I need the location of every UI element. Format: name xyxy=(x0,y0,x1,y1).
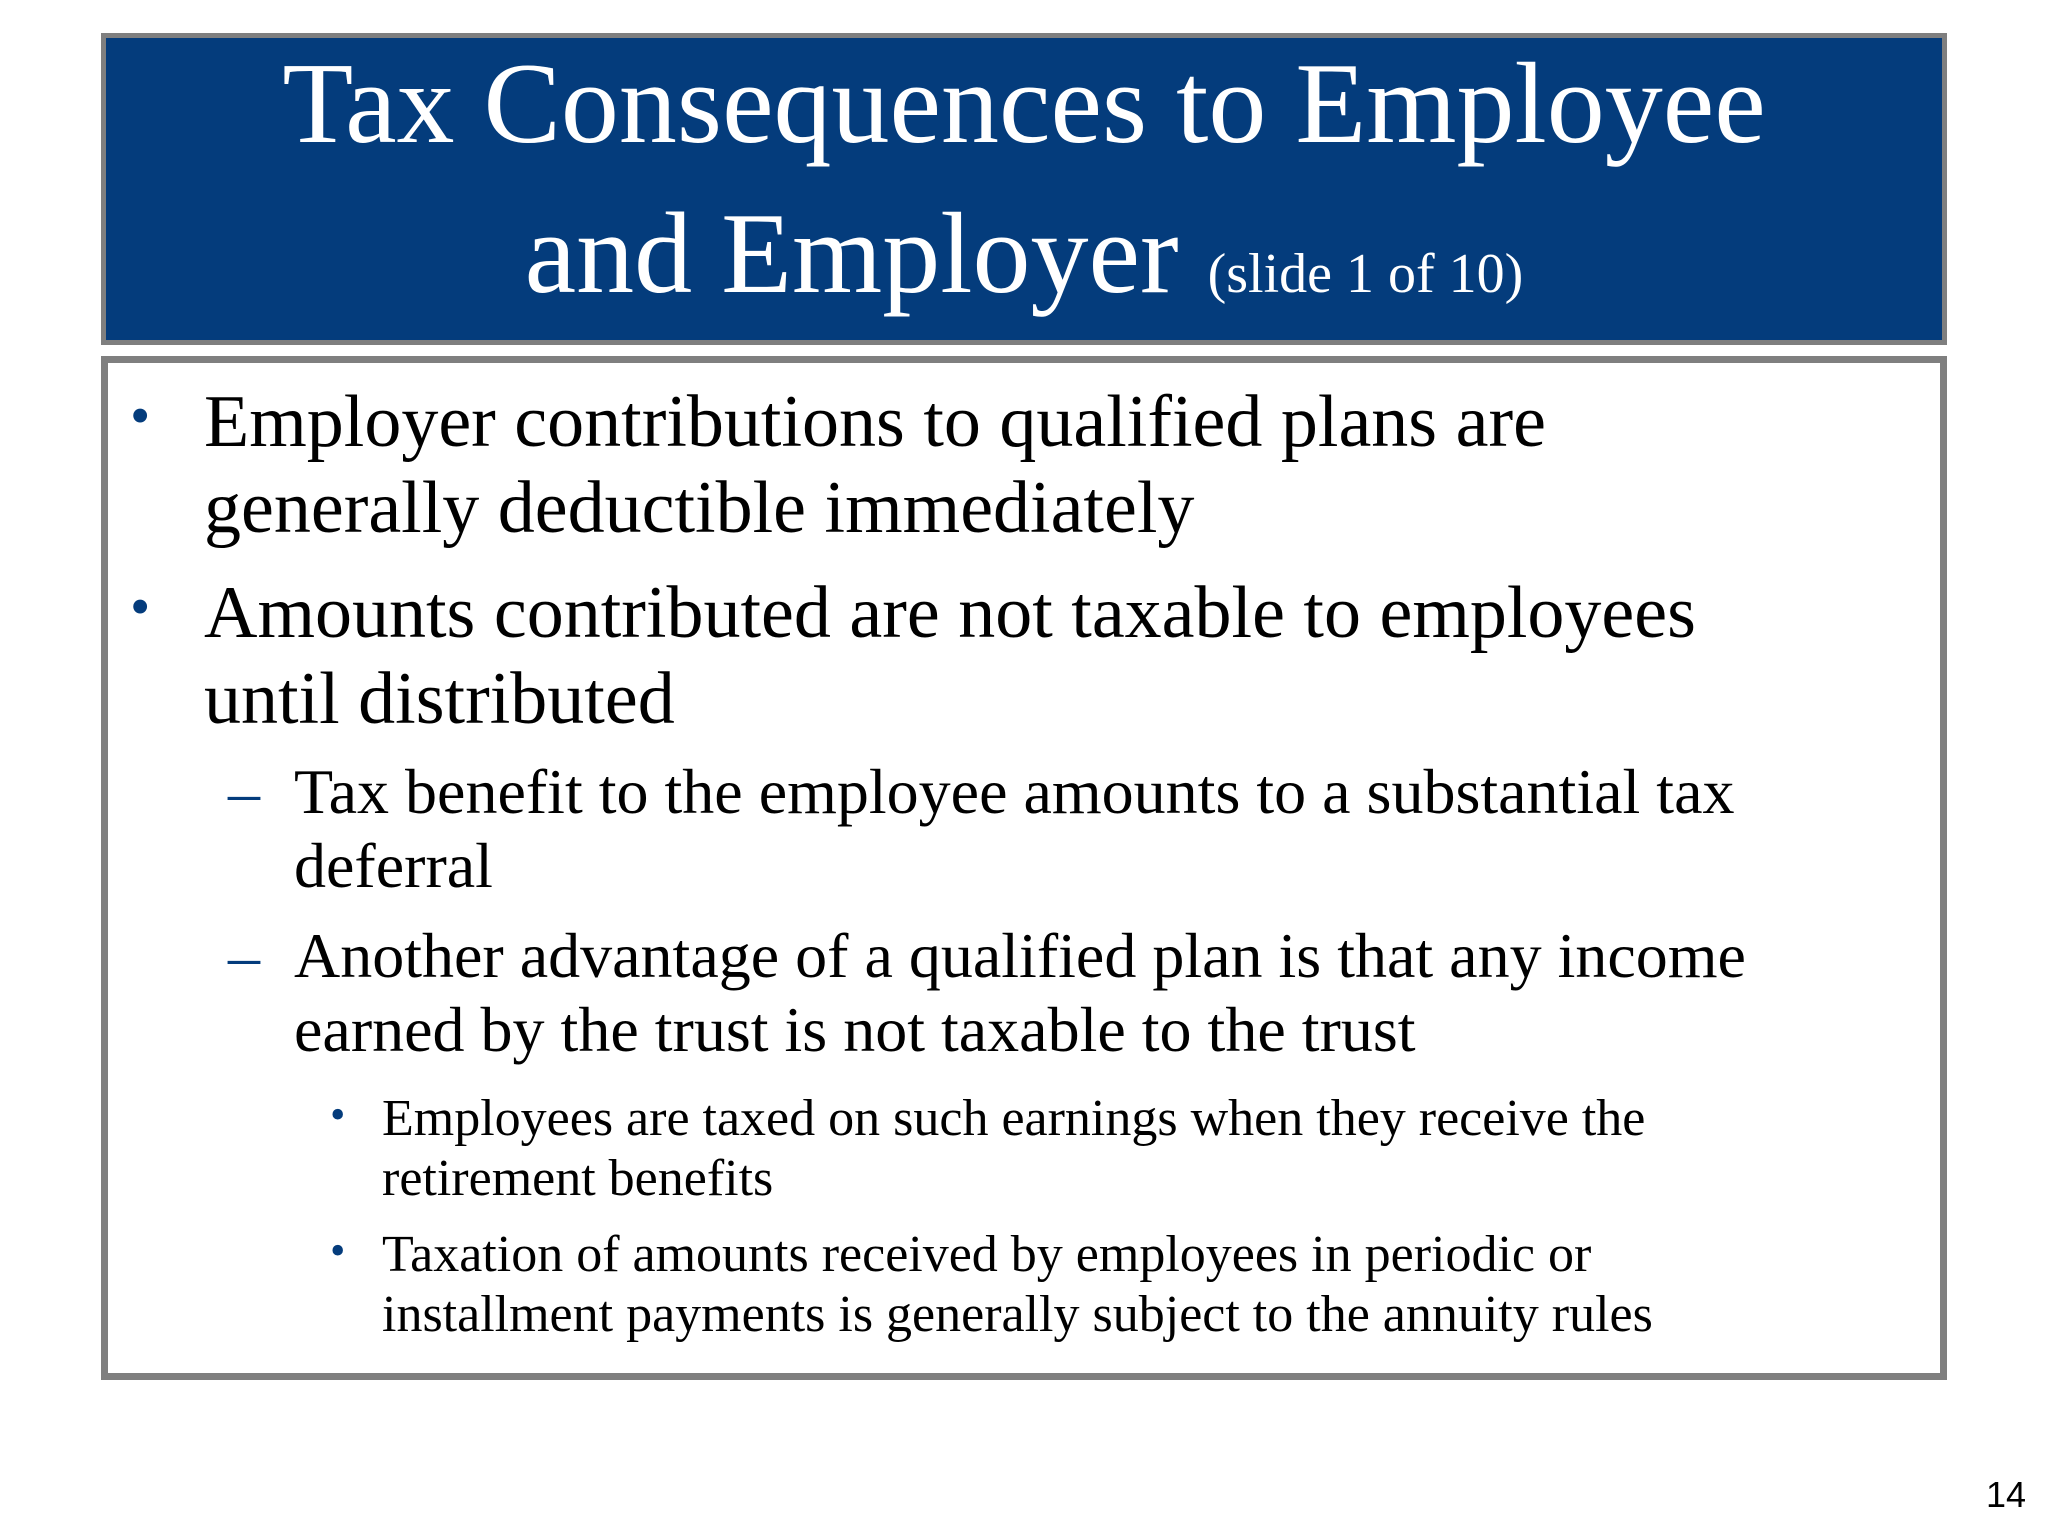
bullet-line: Tax benefit to the employee amounts to a substantial tax xyxy=(294,756,1735,827)
title-line-1: Tax Consequences to Employee xyxy=(282,40,1766,168)
content-box xyxy=(101,356,1947,1380)
bullet-line: retirement benefits xyxy=(382,1150,774,1207)
title-line-2-text: and Employer xyxy=(524,190,1179,318)
bullet-marker: • xyxy=(130,574,151,639)
bullet-line: Taxation of amounts received by employees in periodic or xyxy=(382,1226,1592,1283)
slide-counter: (slide 1 of 10) xyxy=(1207,243,1524,305)
sub-sub-bullet-item-2 xyxy=(330,1225,1653,1345)
bullet-line: installment payments is generally subject to the annuity rules xyxy=(382,1286,1653,1343)
bullet-line: Another advantage of a qualified plan is that any income xyxy=(294,920,1746,991)
bullet-marker: • xyxy=(130,383,151,448)
slide-title xyxy=(101,33,1947,345)
bullet-item-2 xyxy=(130,570,1696,742)
bullet-line: earned by the trust is not taxable to the trust xyxy=(294,994,1416,1065)
sub-bullet-item-1 xyxy=(228,755,1735,903)
bullet-line: until distributed xyxy=(204,658,675,740)
sub-bullet-item-2 xyxy=(228,919,1746,1067)
dash-marker: – xyxy=(228,920,260,991)
sub-sub-bullet-item-1 xyxy=(330,1089,1646,1209)
page-number: 14 xyxy=(1985,1474,2026,1515)
bullet-line: deferral xyxy=(294,830,493,901)
bullet-marker: • xyxy=(330,1226,346,1275)
title-line-2 xyxy=(525,179,1524,349)
bullet-marker: • xyxy=(330,1090,346,1139)
bullet-line: Employees are taxed on such earnings when they receive the xyxy=(382,1090,1646,1147)
bullet-line: Employer contributions to qualified plans are xyxy=(204,381,1546,463)
bullet-line: Amounts contributed are not taxable to employees xyxy=(204,572,1696,654)
dash-marker: – xyxy=(228,756,260,827)
bullet-line: generally deductible immediately xyxy=(204,467,1195,549)
bullet-item-1 xyxy=(130,379,1546,551)
